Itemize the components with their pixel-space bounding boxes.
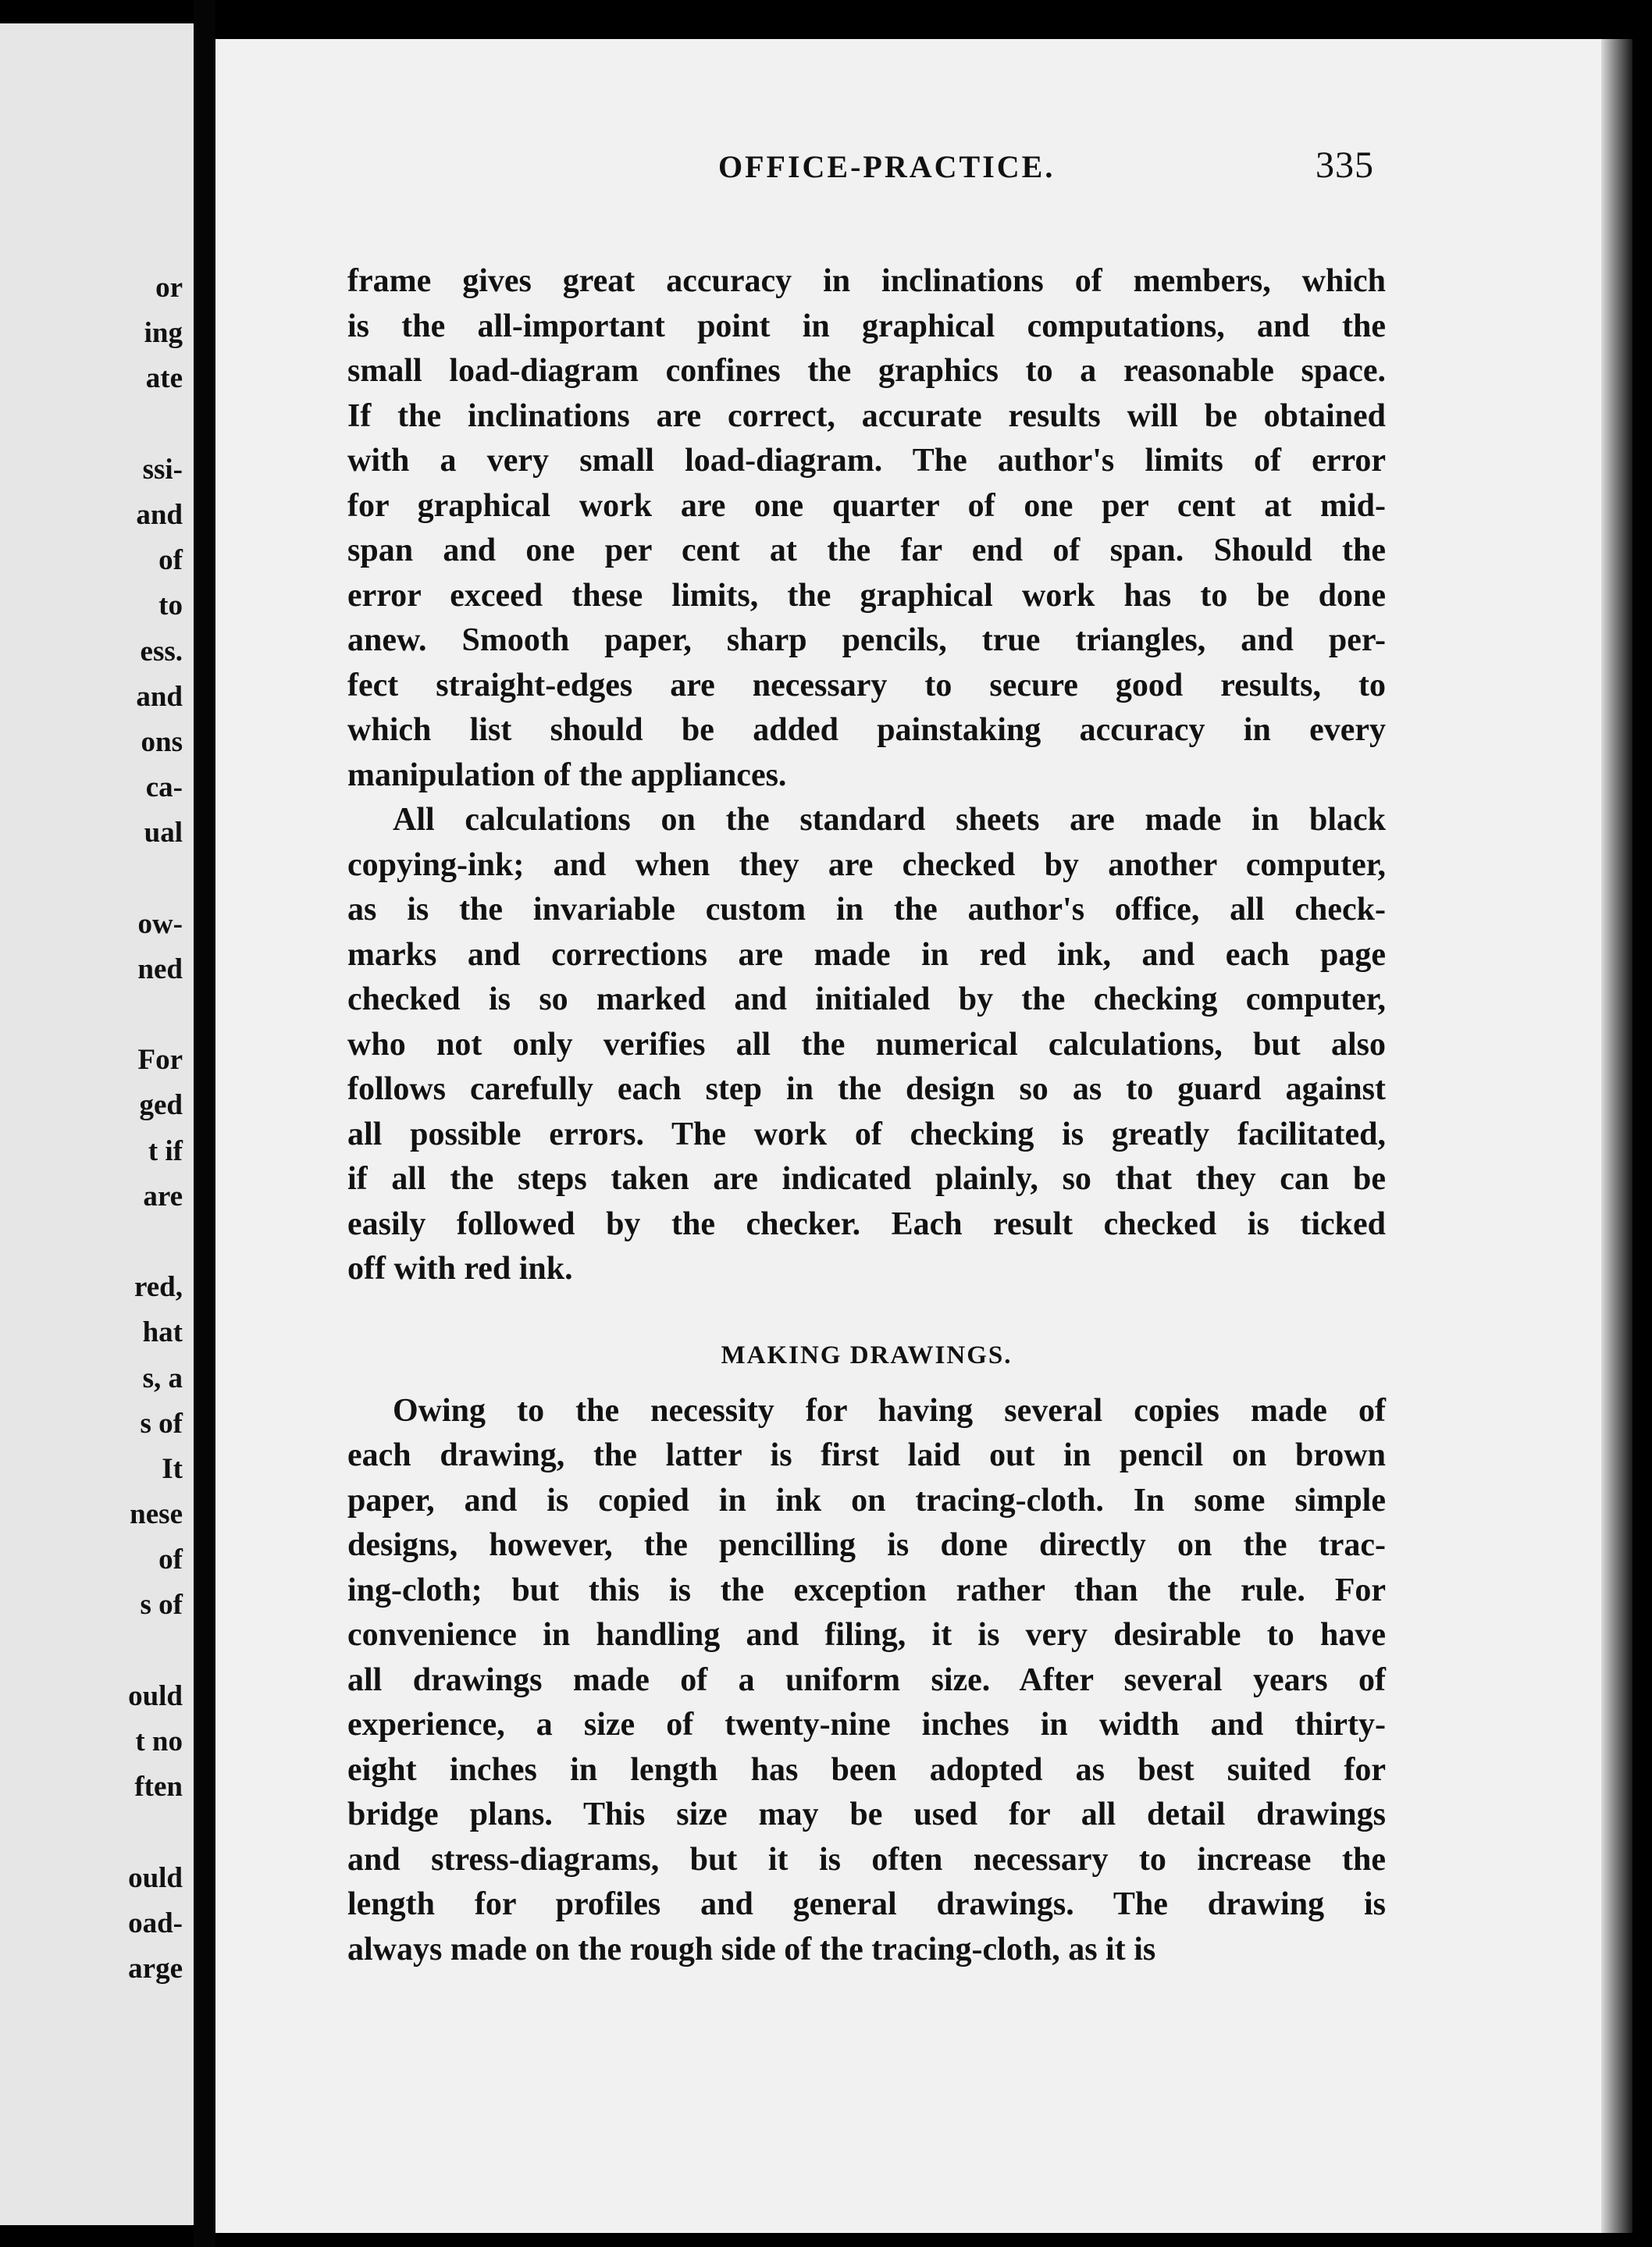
text-line: with a very small load-diagram. The author's limits of error [347,443,1386,479]
fragment-line: s of [140,1589,183,1622]
text-line: If the inclinations are correct, accurate results will be obtained [347,397,1386,434]
fragment-line: hat [142,1316,183,1349]
fragment-line [128,1629,183,1674]
fragment-line: arge [128,1952,183,1985]
paragraph-1 [347,259,1386,798]
text-line: all drawings made of a uniform size. After several years of [347,1661,1386,1698]
text-line: All calculations on the standard sheets are made in black [393,802,1386,838]
fragment-line [128,402,183,447]
previous-page-edge [0,23,194,2225]
running-title: OFFICE-PRACTICE. [718,149,1056,184]
fragment-line: of [158,544,183,577]
text-line: follows carefully each step in the design so as to guard against [347,1071,1386,1107]
fragment-line [128,1810,183,1855]
text-line: eight inches in length has been adopted as best suited for [347,1751,1386,1788]
text-line: designs, however, the pencilling is done directly on the trac- [347,1527,1386,1563]
text-line: and stress-diagrams, but it is often necessary to increase the [347,1841,1386,1878]
page-number: 335 [1316,144,1374,186]
fragment-line: nese [130,1498,183,1531]
running-head [507,144,1374,203]
fragment-line: ould [128,1861,183,1894]
text-line: off with red ink. [347,1251,573,1287]
paragraph-3 [347,1389,1386,1973]
text-line: marks and corrections are made in red ink, and each page [347,936,1386,973]
text-line: as is the invariable custom in the author's office, all check- [347,892,1386,928]
previous-page-text-fragments [128,265,183,1992]
fragment-line: ca- [145,771,183,804]
fragment-line: t if [148,1134,183,1167]
text-line: ing-cloth; but this is the exception rather than the rule. For [347,1572,1386,1608]
text-line: anew. Smooth paper, sharp pencils, true triangles, and per- [347,622,1386,658]
text-line: length for profiles and general drawings. The drawing is [347,1886,1386,1922]
fragment-line: or [155,272,183,304]
text-line: convenience in handling and filing, it is very desirable to have [347,1617,1386,1653]
text-line: who not only verifies all the numerical calculations, but also [347,1026,1386,1063]
book-gutter [194,0,215,2247]
fragment-line: ons [141,725,183,758]
fragment-line: It [162,1452,183,1485]
text-line: fect straight-edges are necessary to secure good results, to [347,667,1386,703]
text-line: all possible errors. The work of checking is greatly facilitated, [347,1116,1386,1152]
fragment-line: ned [137,953,183,985]
text-line: manipulation of the appliances. [347,757,787,793]
page-edge-shadow [1601,39,1632,2233]
text-line: always made on the rough side of the tracing-cloth, as it is [347,1931,1156,1967]
fragment-line: red, [134,1271,183,1304]
text-line: easily followed by the checker. Each result checked is ticked [347,1205,1386,1242]
fragment-line: ssi- [142,453,183,486]
text-line: error exceed these limits, the graphical work has to be done [347,577,1386,614]
section-heading: MAKING DRAWINGS. [721,1341,1013,1369]
text-line: checked is so marked and initialed by the checking computer, [347,981,1386,1017]
fragment-line: of [158,1544,183,1576]
fragment-line: t no [135,1725,183,1757]
text-line: Owing to the necessity for having several copies made of [393,1392,1386,1429]
fragment-line: s of [140,1407,183,1440]
text-line: for graphical work are one quarter of one per cent at mid- [347,487,1386,524]
fragment-line: ould [128,1679,183,1712]
fragment-line: ate [145,362,183,395]
fragment-line: and [136,498,183,531]
fragment-line: are [143,1180,183,1213]
text-line: small load-diagram confines the graphics to a reasonable space. [347,353,1386,389]
fragment-line: s, a [142,1362,183,1394]
text-line: if all the steps taken are indicated plainly, so that they can be [347,1161,1386,1197]
fragment-line [128,856,183,901]
fragment-line: to [158,589,183,622]
fragment-line: ess. [140,635,183,668]
text-line: paper, and is copied in ink on tracing-cloth. In some simple [347,1482,1386,1519]
text-line: is the all-important point in graphical computations, and the [347,308,1386,344]
text-line: which list should be added painstaking accuracy in every [347,712,1386,748]
text-line: bridge plans. This size may be used for all detail drawings [347,1797,1386,1832]
fragment-line: ing [144,317,183,350]
page-body [347,259,1386,1972]
fragment-line: oad- [128,1907,183,1939]
fragment-line: ual [144,817,183,849]
fragment-line: and [136,680,183,713]
fragment-line [128,992,183,1038]
fragment-line: ow- [137,907,183,940]
fragment-line [128,1220,183,1265]
fragment-line: For [137,1044,183,1077]
fragment-line: ften [134,1771,183,1804]
text-line: experience, a size of twenty-nine inches in width and thirty- [347,1707,1386,1743]
paragraph-2 [347,798,1386,1292]
text-line: copying-ink; and when they are checked by another computer, [347,846,1386,883]
text-line: each drawing, the latter is first laid out in pencil on brown [347,1437,1386,1473]
text-line: span and one per cent at the far end of span. Should the [347,532,1386,568]
text-line: frame gives great accuracy in inclinations of members, which [347,263,1386,299]
fragment-line: ged [139,1089,183,1122]
